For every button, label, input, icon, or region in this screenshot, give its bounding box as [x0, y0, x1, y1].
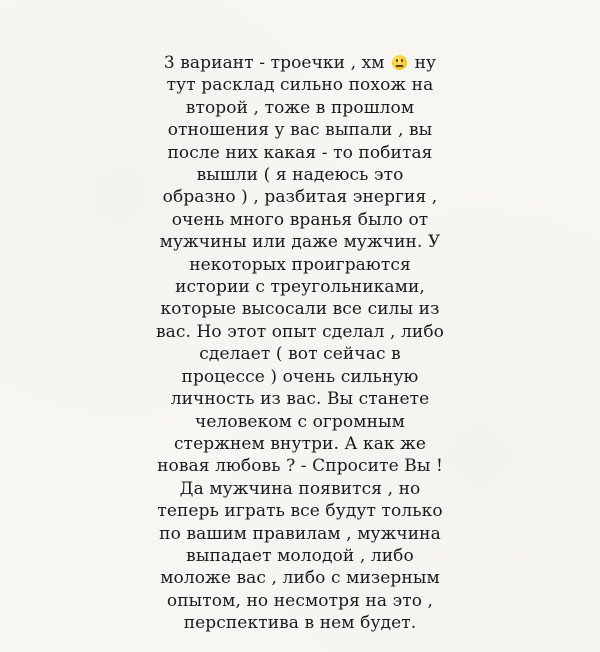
- text-line: очень много вранья было от: [171, 209, 429, 230]
- text-line: истории с треугольниками,: [175, 277, 425, 298]
- text-line: выпадает молодой , либо: [186, 545, 414, 566]
- tarot-reading-text: [150, 52, 450, 635]
- text-line: некоторых проиграются: [189, 254, 411, 275]
- text-line: сделает ( вот сейчас в: [199, 344, 401, 365]
- text-line: стержнем внутри. А как же: [173, 433, 427, 454]
- text-line: опытом, но несмотря на это ,: [166, 590, 434, 611]
- text-line: второй , тоже в прошлом: [185, 97, 415, 118]
- text-line: вас. Но этот опыт сделал , либо: [155, 321, 445, 342]
- text-line: процессе ) очень сильную: [181, 366, 419, 387]
- text-line: человеком с огромным: [195, 411, 405, 432]
- text-line: отношения у вас выпали , вы: [167, 120, 433, 141]
- text-line: личность из вас. Вы станете: [170, 389, 430, 410]
- text-line: перспектива в нем будет.: [183, 613, 417, 634]
- text-line: мужчины или даже мужчин. У: [159, 232, 441, 253]
- text-line: новая любовь ? - Спросите Вы !: [157, 456, 443, 477]
- text-line: моложе вас , либо с мизерным: [160, 568, 440, 589]
- text-line-1: [150, 52, 450, 74]
- text-line: вышли ( я надеюсь это: [196, 165, 404, 186]
- text-line: Да мужчина появится , но: [179, 478, 421, 499]
- text-line-1-start: 3 вариант - троечки , хм: [163, 53, 385, 73]
- text-line: которые высосали все силы из: [160, 299, 440, 320]
- text-line: тут расклад сильно похож на: [166, 75, 434, 96]
- neutral-face-emoji-icon: [392, 55, 407, 70]
- text-line: по вашим правилам , мужчина: [159, 523, 441, 544]
- text-line: образно ) , разбитая энергия ,: [162, 187, 438, 208]
- text-line: после них какая - то побитая: [167, 142, 433, 163]
- text-line-1-end: ну: [414, 53, 437, 73]
- text-line: теперь играть все будут только: [157, 501, 443, 522]
